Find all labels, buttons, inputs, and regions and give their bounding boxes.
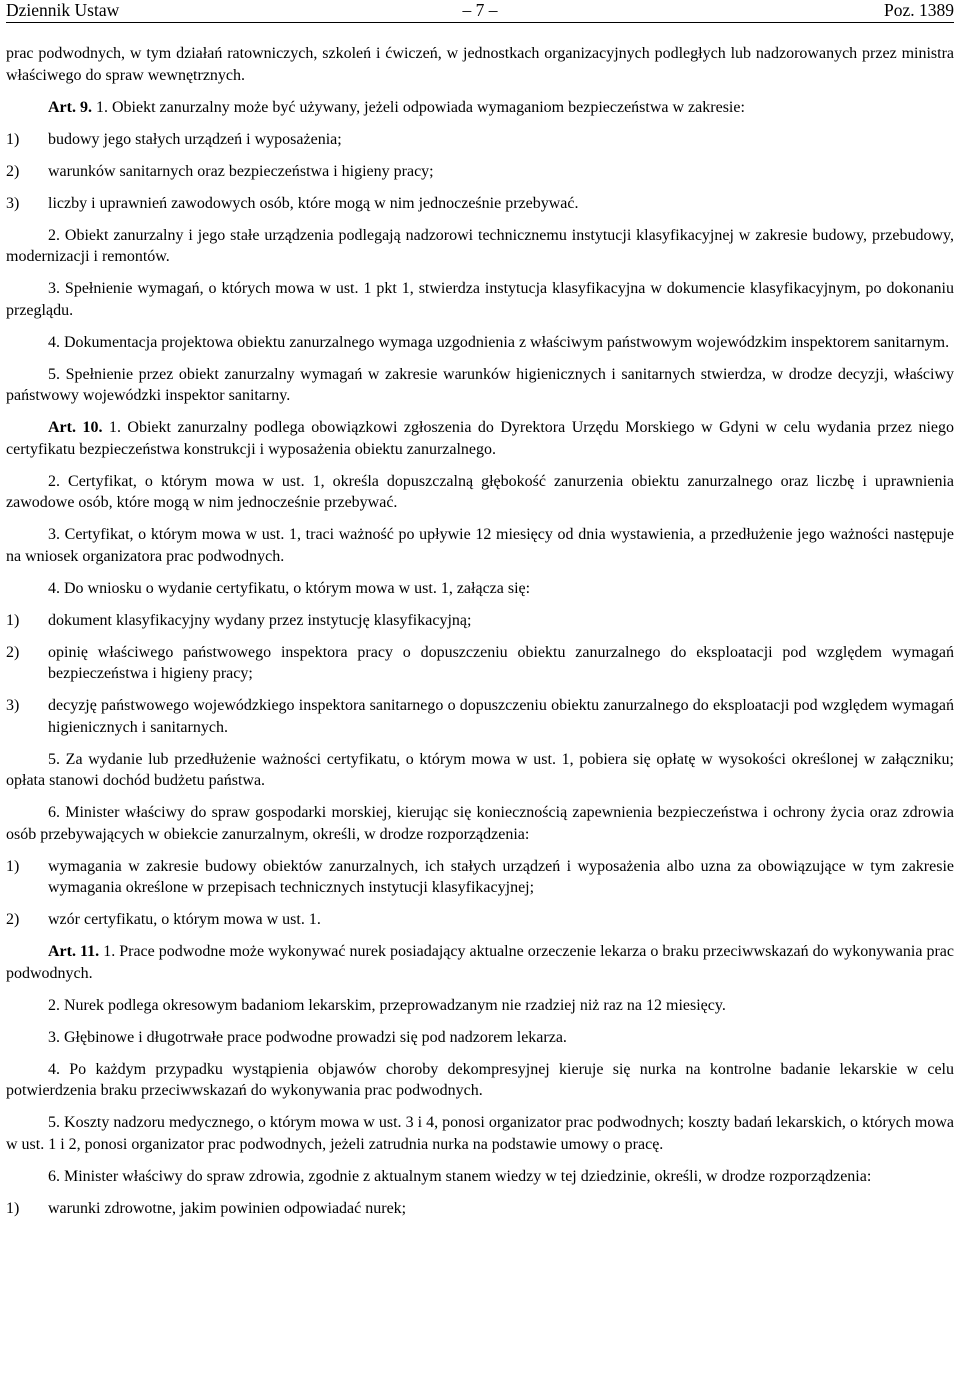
page-header — [6, 0, 954, 23]
paragraph: 3. Głębinowe i długotrwałe prace podwodne prowadzi się pod nadzorem lekarza. — [48, 1028, 567, 1046]
list-item — [6, 193, 954, 215]
list-item — [6, 695, 954, 738]
list-text: wzór certyfikatu, o którym mowa w ust. 1. — [48, 911, 321, 928]
list-item — [6, 909, 954, 931]
paragraph: prac podwodnych, w tym działań ratowniczych, szkoleń i ćwiczeń, w jednostkach organizacyjnych podległych lub nadzorowanych przez ministra właściwego do spraw wewnętrznych. — [6, 45, 954, 84]
list-text: warunki zdrowotne, jakim powinien odpowiadać nurek; — [48, 1199, 407, 1217]
paragraph: 5. Za wydanie lub przedłużenie ważności certyfikatu, o którym mowa w ust. 1, pobiera się opłatę w wysokości określonej w załączniku; opłata stanowi dochód budżetu państwa. — [6, 750, 954, 789]
list-number: 1) — [6, 857, 20, 875]
list-text: liczby i uprawnień zawodowych osób, które mogą w nim jednocześnie przebywać. — [48, 194, 579, 212]
article-label: Art. 9. — [48, 98, 92, 116]
paragraph: 6. Minister właściwy do spraw gospodarki morskiej, kierując się koniecznością zapewnienia bezpieczeństwa i ochrony życia oraz zdrowia osób przebywających w obiekcie zanurzalnym, określi, w drodze rozporządzenia: — [6, 804, 954, 843]
article-11-par-1 — [6, 941, 954, 984]
list-text: opinię właściwego państwowego inspektora pracy o dopuszczeniu obiektu zanurzalnego do eksploatacji pod względem wymagań bezpieczeństwa i higieny pracy; — [48, 643, 954, 682]
list-number: 1) — [6, 611, 20, 629]
paragraph: 5. Spełnienie przez obiekt zanurzalny wymagań w zakresie warunków higienicznych i sanitarnych stwierdza, w drodze decyzji, właściwy państwowy wojewódzki inspektor sanitarny. — [6, 365, 954, 404]
list-text: decyzję państwowego wojewódzkiego inspektora sanitarnego o dopuszczeniu obiektu zanurzalnego do eksploatacji pod względem wymagań higienicznych i sanitarnych. — [48, 697, 954, 736]
list-text: dokument klasyfikacyjny wydany przez instytucję klasyfikacyjną; — [48, 611, 472, 629]
article-label: Art. 11. — [48, 943, 100, 960]
paragraph: 5. Koszty nadzoru medycznego, o którym mowa w ust. 3 i 4, ponosi organizator prac podwodnych; koszty badań lekarskich, o których mowa w ust. 1 i 2, ponosi organizator prac podwodnych, jeżeli zatrudnia nurka na podstawie umowy o pracę. — [6, 1114, 954, 1153]
paragraph: 4. Do wniosku o wydanie certyfikatu, o którym mowa w ust. 1, załącza się: — [48, 579, 531, 597]
list-item — [6, 856, 954, 899]
list-number: 3) — [6, 697, 20, 714]
list-item — [6, 610, 954, 632]
item-number: Poz. 1389 — [884, 0, 954, 20]
list-item — [6, 129, 954, 151]
paragraph: 4. Dokumentacja projektowa obiektu zanurzalnego wymaga uzgodnienia z właściwym państwowym wojewódzkim inspektorem sanitarnym. — [48, 333, 950, 351]
list-number: 3) — [6, 194, 20, 212]
list-item — [6, 161, 954, 183]
list-number: 1) — [6, 130, 20, 148]
list-item — [6, 642, 954, 685]
document-body — [6, 23, 954, 1219]
article-9-par-1 — [6, 97, 954, 119]
paragraph: 3. Certyfikat, o którym mowa w ust. 1, traci ważność po upływie 12 miesięcy od dnia wystawienia, a przedłużenie jego ważności następuje na wniosek organizatora prac podwodnych. — [6, 526, 954, 565]
paragraph: 2. Obiekt zanurzalny i jego stałe urządzenia podlegają nadzorowi technicznemu instytucji klasyfikacyjnej w zakresie budowy, przebudowy, modernizacji i remontów. — [6, 226, 954, 265]
paragraph: 3. Spełnienie wymagań, o których mowa w ust. 1 pkt 1, stwierdza instytucja klasyfikacyjna w dokumencie klasyfikacyjnym, po dokonaniu przeglądu. — [6, 280, 954, 319]
paragraph: 2. Nurek podlega okresowym badaniom lekarskim, przeprowadzanym nie rzadziej niż raz na 12 miesięcy. — [48, 996, 726, 1014]
paragraph-text: 1. Obiekt zanurzalny może być używany, jeżeli odpowiada wymaganiom bezpieczeństwa w zakresie: — [95, 98, 745, 116]
list-number: 2) — [6, 911, 20, 928]
paragraph-text: 1. Obiekt zanurzalny podlega obowiązkowi zgłoszenia do Dyrektora Urzędu Morskiego w Gdyni w celu wydania przez niego certyfikatu bezpieczeństwa konstrukcji i wyposażenia obiektu zanurzalnego. — [6, 419, 955, 458]
paragraph: 2. Certyfikat, o którym mowa w ust. 1, określa dopuszczalną głębokość zanurzenia obiektu zanurzalnego oraz liczbę i uprawnienia zawodowe osób, które mogą w nim jednocześnie przebywać. — [6, 472, 954, 511]
article-10-par-1 — [6, 417, 954, 460]
paragraph: 4. Po każdym przypadku wystąpienia objawów choroby dekompresyjnej kieruje się nurka na kontrolne badanie lekarskie w celu potwierdzenia braku przeciwwskazań do wykonywania prac podwodnych. — [6, 1060, 954, 1099]
paragraph: 6. Minister właściwy do spraw zdrowia, zgodnie z aktualnym stanem wiedzy w tej dziedzinie, określi, w drodze rozporządzenia: — [48, 1167, 872, 1185]
article-label: Art. 10. — [48, 419, 103, 436]
list-text: warunków sanitarnych oraz bezpieczeństwa i higieny pracy; — [48, 162, 434, 180]
journal-name: Dziennik Ustaw — [6, 0, 120, 20]
list-number: 2) — [6, 643, 20, 661]
page-number: – 7 – — [462, 0, 498, 20]
paragraph-text: 1. Prace podwodne może wykonywać nurek posiadający aktualne orzeczenie lekarza o braku przeciwwskazań do wykonywania prac podwodnych. — [6, 943, 955, 982]
list-text: budowy jego stałych urządzeń i wyposażenia; — [48, 130, 342, 148]
list-text: wymagania w zakresie budowy obiektów zanurzalnych, ich stałych urządzeń i wyposażenia albo uzna za obowiązujące w tym zakresie wymagania określone w przepisach technicznych instytucji klasyfikacyjnej; — [48, 857, 954, 896]
list-number: 2) — [6, 162, 20, 180]
list-number: 1) — [6, 1199, 20, 1217]
list-item — [6, 1198, 954, 1220]
